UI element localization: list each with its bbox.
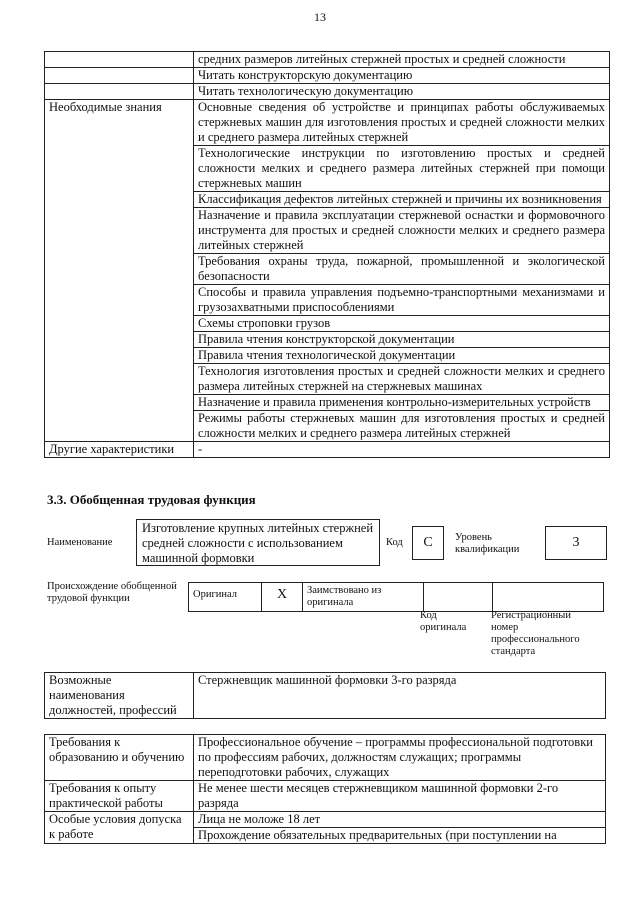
code-value: C (412, 526, 444, 560)
reg-number-cell (493, 583, 604, 612)
page-number: 13 (314, 10, 326, 24)
positions-table (44, 672, 606, 719)
table-row (45, 52, 610, 68)
table-cell: Классификация дефектов литейных стержней и причины их возникновения (194, 192, 610, 208)
reg-number-caption: Регистрационный номер профессионального стандарта (491, 610, 580, 657)
table-cell: Назначение и правила применения контрольно-измерительных устройств (194, 395, 610, 411)
table-cell: Правила чтения технологической документации (194, 348, 610, 364)
other-characteristics-label: Другие характеристики (45, 442, 194, 458)
table-cell: средних размеров литейных стержней простых и средней сложности (194, 52, 610, 68)
table-row (45, 442, 610, 458)
requirements-table (44, 734, 606, 844)
table-row (45, 100, 610, 146)
table-cell: Читать технологическую документацию (194, 84, 610, 100)
table-row (45, 84, 610, 100)
positions-value: Стержневщик машинной формовки 3-го разряда (194, 673, 606, 719)
positions-label: Возможные наименования должностей, профессий (45, 673, 194, 719)
table-cell: Требования охраны труда, пожарной, промышленной и экологической безопасности (194, 254, 610, 285)
experience-label: Требования к опыту практической работы (45, 781, 194, 812)
table-cell: Основные сведения об устройстве и принципах работы обслуживаемых стержневых машин для изготовления простых и средней сложности мелких и среднего размера литейных стержней (194, 100, 610, 146)
table-row (45, 812, 606, 828)
table-row (189, 583, 604, 612)
original-mark: X (262, 583, 303, 612)
special-conditions-label: Особые условия допуска к работе (45, 812, 194, 844)
table-cell: Назначение и правила эксплуатации стержневой оснастки и формовочного инструмента для простых и средней сложности мелких и среднего размера литейных стержней (194, 208, 610, 254)
table-row (45, 68, 610, 84)
table-row (45, 781, 606, 812)
table-cell: Правила чтения конструкторской документации (194, 332, 610, 348)
other-characteristics-value: - (194, 442, 610, 458)
name-value: Изготовление крупных литейных стержней средней сложности с использованием машинной формовки (136, 519, 380, 566)
origin-table (188, 582, 604, 612)
borrowed-label: Заимствовано из оригинала (303, 583, 424, 612)
table-cell: Схемы строповки грузов (194, 316, 610, 332)
special-conditions-value: Лица не моложе 18 лет (194, 812, 606, 828)
table-cell: Способы и правила управления подъемно-транспортными механизмами и грузозахватными приспособлениями (194, 285, 610, 316)
code-original-caption: Код оригинала (420, 610, 467, 633)
table-cell-empty (45, 84, 194, 100)
table-row (45, 673, 606, 719)
special-conditions-value: Прохождение обязательных предварительных (при поступлении на (194, 828, 606, 844)
table-cell: Технология изготовления простых и средней сложности мелких и среднего размера литейных стержней на стержневых машинах (194, 364, 610, 395)
experience-value: Не менее шести месяцев стержневщиком машинной формовки 2-го разряда (194, 781, 606, 812)
table-cell: Режимы работы стержневых машин для изготовления простых и средней сложности мелких и среднего размера литейных стержней (194, 411, 610, 442)
table-row (45, 735, 606, 781)
knowledge-label: Необходимые знания (45, 100, 194, 442)
table-cell: Читать конструкторскую документацию (194, 68, 610, 84)
name-label: Наименование (47, 537, 113, 548)
knowledge-table (44, 51, 610, 458)
code-label: Код (386, 537, 403, 548)
level-label: Уровень квалификации (455, 532, 520, 555)
original-label: Оригинал (189, 583, 262, 612)
level-value: 3 (545, 526, 607, 560)
origin-label: Происхождение обобщенной трудовой функции (47, 581, 177, 604)
table-cell: Технологические инструкции по изготовлению простых и средней сложности мелких и среднего размера литейных стержней при помощи стержневых машин (194, 146, 610, 192)
education-label: Требования к образованию и обучению (45, 735, 194, 781)
section-heading: 3.3. Обобщенная трудовая функция (47, 492, 256, 507)
code-original-cell (424, 583, 493, 612)
table-cell-empty (45, 68, 194, 84)
education-value: Профессиональное обучение – программы профессиональной подготовки по профессиям рабочих, должностям служащих; программы переподготовки рабочих, служащих (194, 735, 606, 781)
table-cell-empty (45, 52, 194, 68)
